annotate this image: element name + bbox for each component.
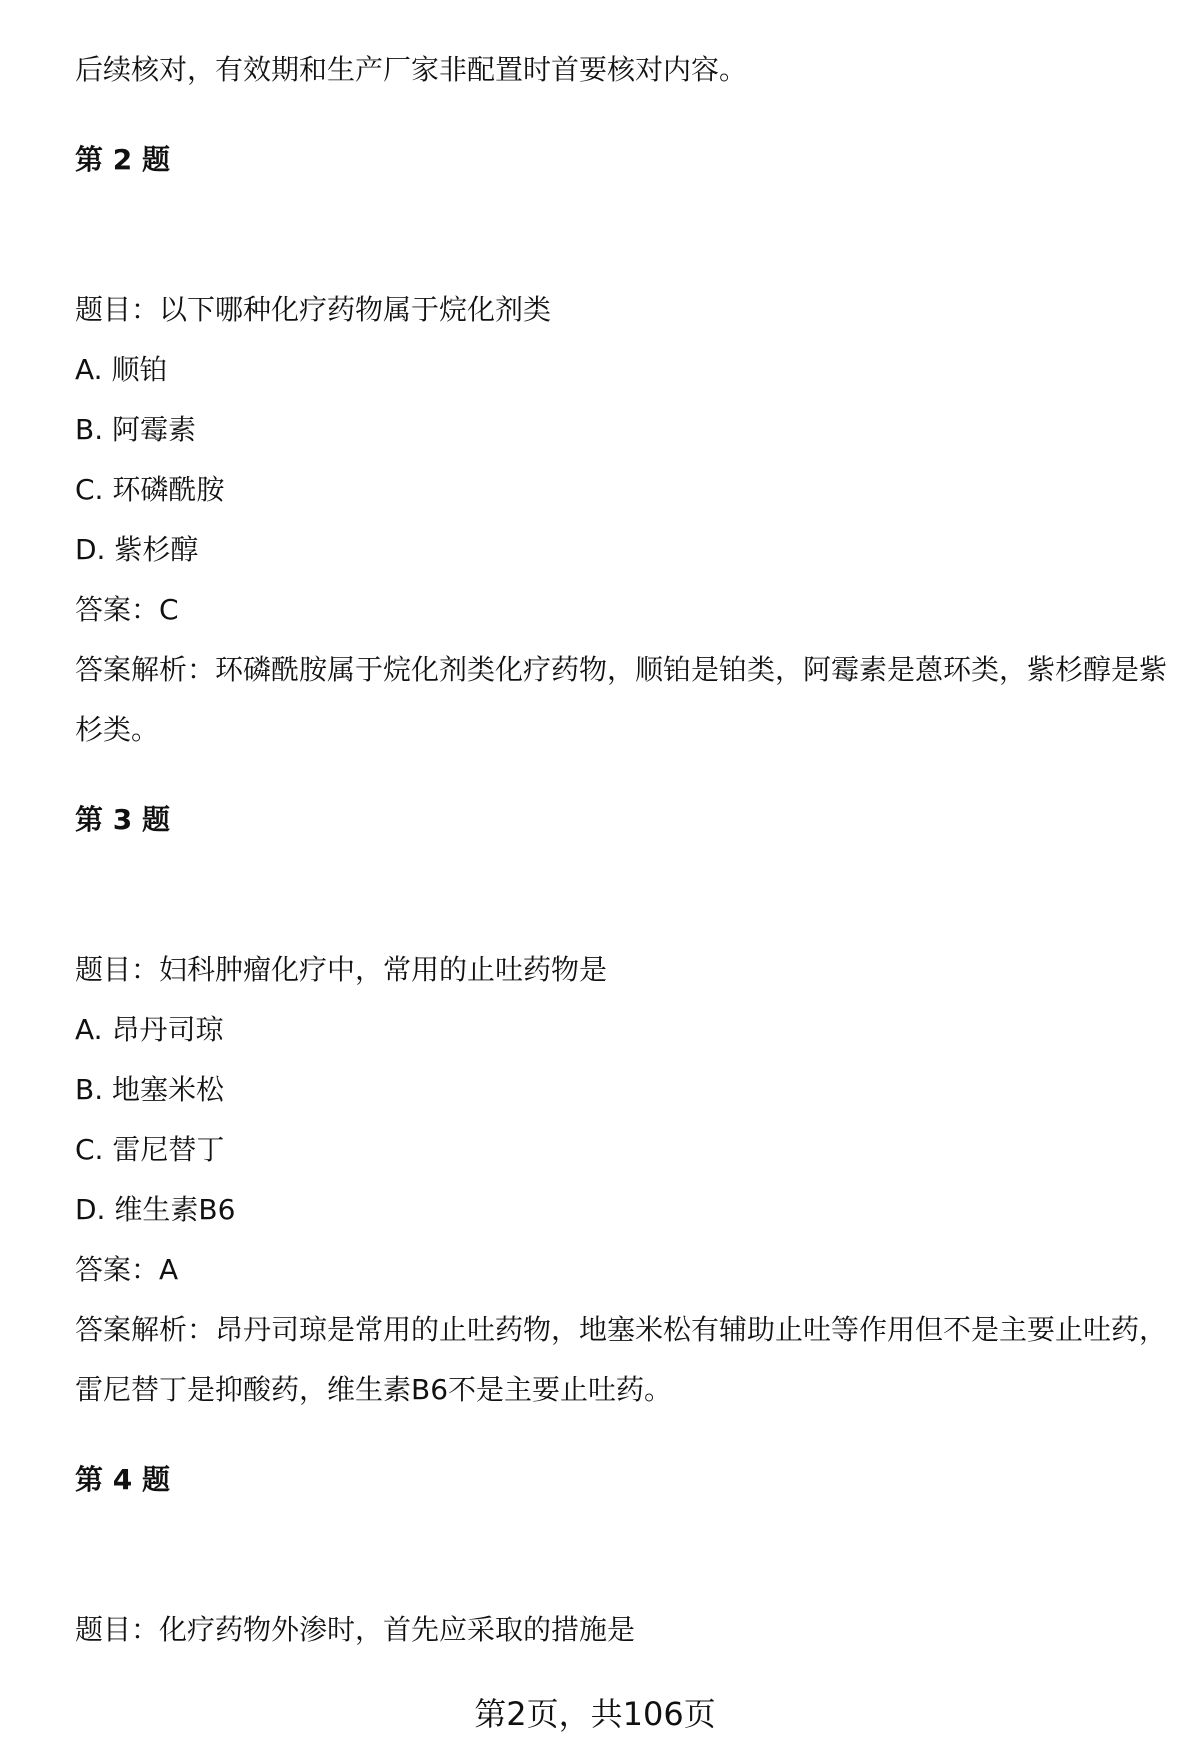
option-a: A. 昂丹司琼 — [75, 1013, 224, 1046]
question-stem: 题目：化疗药物外渗时，首先应采取的措施是 — [75, 1613, 636, 1646]
question-heading: 第 2 题 — [75, 143, 170, 176]
question-stem: 题目：妇科肿瘤化疗中，常用的止吐药物是 — [75, 953, 608, 986]
answer: 答案：C — [75, 593, 179, 626]
answer-analysis: 答案解析：环磷酰胺属于烷化剂类化疗药物，顺铂是铂类，阿霉素是蒽环类，紫杉醇是紫杉类。 — [75, 653, 1168, 746]
question-stem: 题目：以下哪种化疗药物属于烷化剂类 — [75, 293, 552, 326]
answer-analysis: 答案解析：昂丹司琼是常用的止吐药物，地塞米松有辅助止吐等作用但不是主要止吐药，雷尼替丁是抑酸药，维生素B6不是主要止吐药。 — [75, 1313, 1168, 1406]
option-d: D. 紫杉醇 — [75, 533, 199, 566]
option-c: C. 雷尼替丁 — [75, 1133, 225, 1166]
option-d: D. 维生素B6 — [75, 1193, 236, 1226]
option-b: B. 阿霉素 — [75, 413, 197, 446]
document-page — [75, 0, 1170, 1660]
answer: 答案：A — [75, 1253, 179, 1286]
option-c: C. 环磷酰胺 — [75, 473, 225, 506]
question-heading: 第 3 题 — [75, 803, 170, 836]
intro-text: 后续核对，有效期和生产厂家非配置时首要核对内容。 — [75, 53, 748, 86]
page-number: 第2页，共106页 — [474, 1695, 716, 1733]
question-heading: 第 4 题 — [75, 1463, 170, 1496]
option-a: A. 顺铂 — [75, 353, 168, 386]
option-b: B. 地塞米松 — [75, 1073, 225, 1106]
